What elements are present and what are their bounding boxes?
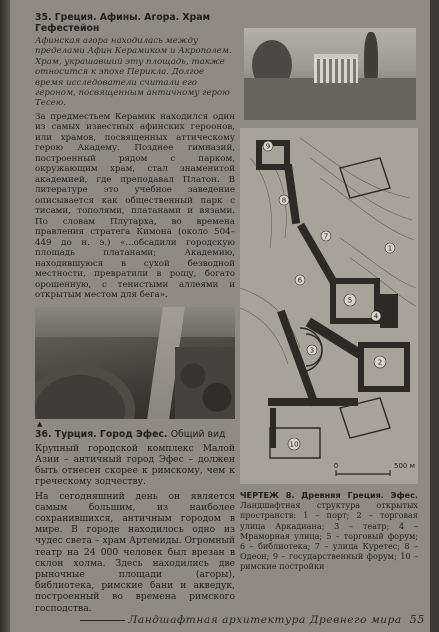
scale-zero: 0 xyxy=(333,462,339,470)
figure-35-caption xyxy=(35,12,235,34)
ephesus-paragraph-1: Крупный городской комплекс Малой Азии – античный город Эфес – должен быть отнесен скорее к римскому, чем к греческому зодчеству. xyxy=(35,442,235,488)
book-gutter xyxy=(0,0,10,632)
ephesus-paragraph-2: На сегодняшний день он является самым большим, из наиболее сохранившихся, античным городом в мире. В городе находилось одно из чудес света – храм Артемиды. Огромный театр на 24 000 человек был врезан в склон холма. Здесь находились две рыночные площади (агоры), библиотека, римские бани и акведук, построенный во времена римского господства. xyxy=(35,490,235,614)
plan-label-1: 1 xyxy=(387,244,393,253)
plan-label-4: 4 xyxy=(373,312,379,321)
figure-35-title: Греция. Афины. Агора. Храм Гефестейон xyxy=(35,12,211,34)
running-title: Ландшафтная архитектура Древнего мира xyxy=(128,614,402,626)
plan-caption-label: ЧЕРТЕЖ 8. xyxy=(240,490,295,500)
figure-36-title: Турция. Город Эфес. xyxy=(54,428,168,440)
photo-marker: ▲ xyxy=(37,419,43,428)
plan-caption-text: Ландшафтная структура открытых пространств: 1 – порт; 2 – торговая улица Аркадиана; 3 – театр; 4 – Мраморная улица; 5 – торговый форум; 6 – библиотека; 7 – улица Куретес; 8 – Одеон; 9 – государственный форум; 10 – римские постройки xyxy=(240,500,418,572)
ephesus-plan-drawing xyxy=(240,128,418,484)
plan-caption-title: Древняя Греция. Эфес. xyxy=(301,490,419,500)
page-footer xyxy=(80,606,425,626)
footer-rule xyxy=(80,620,125,621)
plan-label-9: 9 xyxy=(265,142,271,151)
left-column xyxy=(35,12,235,614)
right-column xyxy=(240,28,420,572)
athens-intro: Афинская агора находилась между пределами Афин Керамиком и Акрополем. Храм, украшавший эту площадь, также относится к эпохе Перикла. Долгое время исследователи считали его героном, посвященным античному герою Тесею. xyxy=(35,36,232,109)
ephesus-photo xyxy=(35,307,235,419)
book-page xyxy=(10,0,430,632)
plan-label-3: 3 xyxy=(309,346,315,355)
scale-label: 500 м xyxy=(394,462,415,470)
academy-paragraph: За предместьем Керамик находился один из самых известных афинских героонов, или храмов, посвященных аттическому герою Академу. Позднее гимназий, построенный рядом с парком, окружающим храм, стал знаменитой академией, где преподавал Платон. В литературе это учебное заведение описывается как общественный парк с тисами, тополями, платанами и вязами. По словам Плутарха, во времена правления стратега Кимона (около 504–449 до н. э.) «...обсадили городскую площадь платанами; Академию, находившуюся в сухой безводной местности, превратили в рощу, богато орошенную, с тенистыми аллеями и открытым местом для бега». xyxy=(35,111,235,301)
page-number: 55 xyxy=(409,613,425,626)
plan-label-2: 2 xyxy=(377,358,383,367)
plan-label-8: 8 xyxy=(281,196,287,205)
figure-35-number: 35. xyxy=(35,12,52,23)
plan-caption xyxy=(240,490,418,572)
plan-label-6: 6 xyxy=(297,276,303,285)
ephesus-plan xyxy=(240,128,418,484)
plan-label-10: 10 xyxy=(289,440,299,449)
hephaisteion-photo xyxy=(244,28,416,120)
figure-36-caption xyxy=(35,429,235,440)
figure-36-number: 36. xyxy=(35,428,52,440)
plan-label-5: 5 xyxy=(347,296,353,305)
figure-36-subtitle: Общий вид xyxy=(170,428,226,440)
plan-label-7: 7 xyxy=(323,232,329,241)
